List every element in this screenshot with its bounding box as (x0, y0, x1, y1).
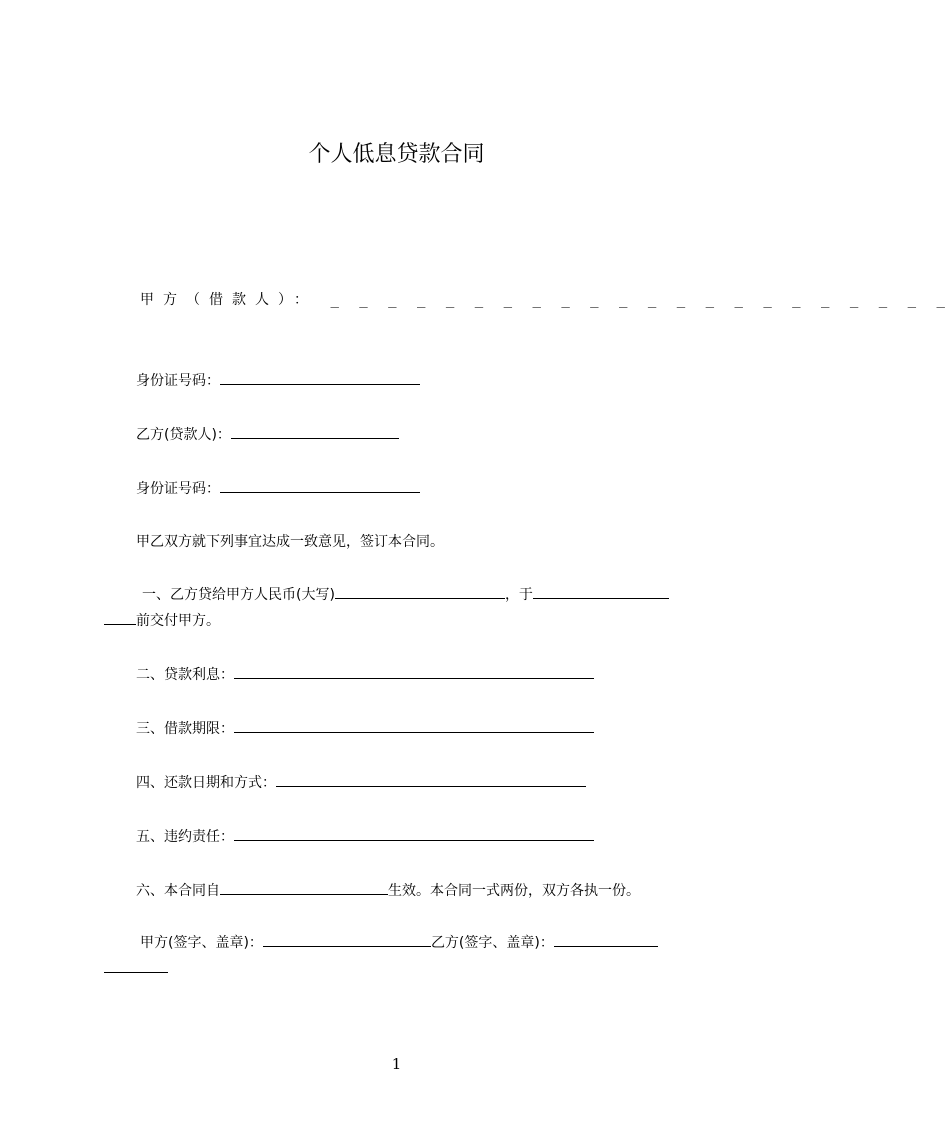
clause-5-blank (234, 826, 594, 841)
clause-5-line (136, 826, 594, 847)
clause-2-line (136, 664, 594, 685)
clause-3-blank (234, 718, 594, 733)
party-a-id-blank (220, 370, 420, 385)
clause-1-text-c: 前交付甲方。 (136, 613, 220, 629)
clause-5-label: 五、违约责任： (136, 829, 234, 845)
signature-continuation (104, 958, 168, 979)
clause-1-text-b: ，于 (504, 587, 533, 603)
clause-3-label: 三、借款期限： (136, 721, 234, 737)
party-a-line (140, 290, 951, 310)
party-a-signature-label: 甲方(签字、盖章)： (140, 935, 263, 951)
party-b-blank (231, 424, 399, 439)
party-a-signature-blank (263, 932, 431, 947)
party-a-id-label: 身份证号码： (136, 373, 220, 389)
clause-4-blank (276, 772, 586, 787)
clause-1-date-blank-cont (104, 610, 136, 625)
clause-3-line (136, 718, 594, 739)
agreement-intro: 甲乙双方就下列事宜达成一致意见，签订本合同。 (136, 534, 444, 550)
page-number: 1 (391, 1055, 402, 1073)
clause-6-text-a: 六、本合同自 (136, 883, 220, 899)
party-b-line (136, 424, 399, 445)
clause-6-blank (220, 880, 388, 895)
party-a-blank: _ _ _ _ _ _ _ _ _ _ _ _ _ _ _ _ _ _ _ _ _ _ (330, 292, 951, 308)
clause-1-line (142, 584, 669, 605)
party-b-id-blank (220, 478, 420, 493)
clause-1-date-blank (533, 584, 669, 599)
party-a-id-line (136, 370, 420, 391)
clause-6-text-b: 生效。本合同一式两份，双方各执一份。 (388, 883, 640, 899)
clause-1-continuation (104, 610, 220, 631)
party-b-signature-blank-cont (104, 958, 168, 973)
clause-4-line (136, 772, 586, 793)
clause-4-label: 四、还款日期和方式： (136, 775, 276, 791)
party-b-signature-label: 乙方(签字、盖章)： (430, 935, 554, 951)
clause-2-label: 二、贷款利息： (136, 667, 234, 683)
clause-2-blank (234, 664, 594, 679)
party-a-label: 甲方（借款人）： (140, 292, 317, 308)
party-b-signature-blank (554, 932, 658, 947)
clause-1-amount-blank (335, 584, 505, 599)
document-title: 个人低息贷款合同 (308, 142, 485, 167)
clause-6-line (136, 880, 640, 901)
clause-1-text-a: 一、乙方贷给甲方人民币(大写) (142, 587, 335, 603)
signature-line (140, 932, 658, 953)
party-b-id-label: 身份证号码： (136, 481, 220, 497)
party-b-label: 乙方(贷款人)： (136, 427, 231, 443)
party-b-id-line (136, 478, 420, 499)
